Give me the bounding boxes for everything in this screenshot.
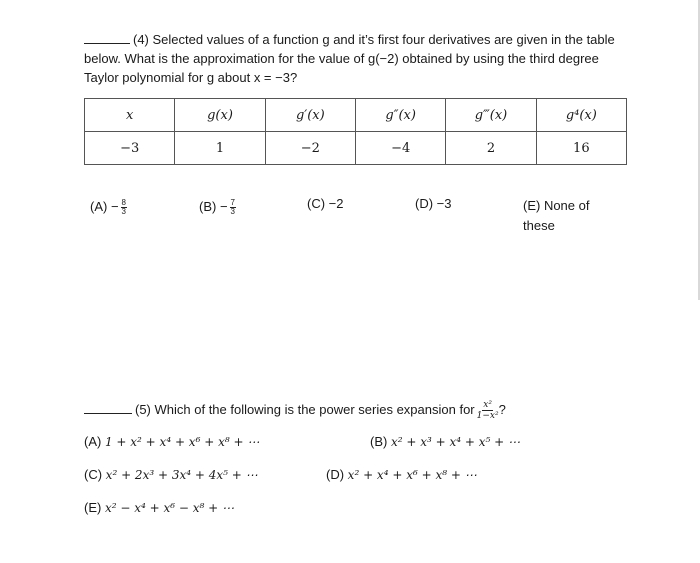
q5-choice-c[interactable] bbox=[84, 467, 258, 482]
fraction-numerator: 7 bbox=[230, 198, 235, 208]
value-g-double-prime: −4 bbox=[355, 132, 445, 165]
fraction-numerator: x² bbox=[483, 400, 492, 410]
header-g-fourth: g⁴(x) bbox=[536, 99, 626, 132]
question-4-text-1: Selected values of a function g and it’s first four derivatives are given in the table bbox=[152, 32, 615, 47]
header-g-prime: g′(x) bbox=[265, 99, 355, 132]
q5-choice-e[interactable] bbox=[84, 500, 234, 515]
fraction-denominator: 3 bbox=[121, 207, 126, 217]
q5-choice-a-label: (A) bbox=[84, 434, 102, 449]
fraction-denominator: 3 bbox=[230, 207, 235, 217]
q5-choice-a[interactable] bbox=[84, 434, 259, 449]
q5-choice-c-label: (C) bbox=[84, 467, 103, 482]
answer-blank-4[interactable] bbox=[84, 42, 130, 44]
header-x: x bbox=[85, 99, 175, 132]
value-g-triple-prime: 2 bbox=[446, 132, 536, 165]
fraction-denominator: 1−x² bbox=[476, 411, 499, 421]
value-x: −3 bbox=[85, 132, 175, 165]
q5-choice-d[interactable] bbox=[326, 467, 477, 482]
answer-blank-5[interactable] bbox=[84, 412, 132, 414]
question-4-number: (4) bbox=[133, 32, 149, 47]
q4-choice-e-line-1: (E) None of bbox=[523, 198, 590, 213]
q4-choice-c[interactable]: (C) −2 bbox=[307, 196, 344, 211]
question-4-line-1 bbox=[84, 30, 624, 49]
table-row bbox=[85, 132, 627, 165]
q5-choice-e-expr: x² − x⁴ + x⁶ − x⁸ + ⋯ bbox=[104, 501, 235, 515]
question-4 bbox=[84, 30, 624, 87]
q4-choice-a[interactable] bbox=[90, 199, 127, 216]
fraction-7-3 bbox=[230, 199, 236, 216]
q4-choice-a-label: (A) − bbox=[90, 199, 119, 214]
question-5-mark: ? bbox=[498, 401, 506, 417]
question-5-number: (5) bbox=[135, 401, 151, 417]
question-4-line-3: Taylor polynomial for g about x = −3? bbox=[84, 70, 298, 85]
value-g-prime: −2 bbox=[265, 132, 355, 165]
q5-choice-b[interactable] bbox=[370, 434, 520, 449]
header-g: g(x) bbox=[175, 99, 265, 132]
q5-choice-b-expr: x² + x³ + x⁴ + x⁵ + ⋯ bbox=[390, 435, 521, 449]
derivative-values-table bbox=[84, 98, 627, 165]
q5-choice-e-label: (E) bbox=[84, 500, 102, 515]
q5-choice-a-expr: 1 + x² + x⁴ + x⁶ + x⁸ + ⋯ bbox=[104, 435, 260, 449]
header-g-double-prime: g″(x) bbox=[355, 99, 445, 132]
fraction-8-3 bbox=[121, 199, 127, 216]
q5-choice-c-expr: x² + 2x³ + 3x⁴ + 4x⁵ + ⋯ bbox=[105, 468, 258, 482]
table-header-row bbox=[85, 99, 627, 132]
fraction-numerator: 8 bbox=[121, 198, 126, 208]
value-g-fourth: 16 bbox=[536, 132, 626, 165]
q5-choice-d-label: (D) bbox=[326, 467, 345, 482]
question-5-text: Which of the following is the power series expansion for bbox=[154, 401, 475, 417]
header-g-triple-prime: g‴(x) bbox=[446, 99, 536, 132]
q5-choice-d-expr: x² + x⁴ + x⁶ + x⁸ + ⋯ bbox=[347, 468, 477, 482]
question-4-line-2: below. What is the approximation for the value of g(−2) obtained by using the third degree bbox=[84, 51, 599, 66]
q4-choice-b[interactable] bbox=[199, 199, 236, 216]
fraction-x2-over-1-minus-x2 bbox=[477, 400, 499, 421]
value-g: 1 bbox=[175, 132, 265, 165]
q4-choice-b-label: (B) − bbox=[199, 199, 228, 214]
q4-choice-d[interactable]: (D) −3 bbox=[415, 196, 452, 211]
question-5 bbox=[84, 400, 506, 421]
q4-choice-e[interactable] bbox=[523, 196, 589, 236]
q5-choice-b-label: (B) bbox=[370, 434, 388, 449]
q4-choice-e-line-2: these bbox=[523, 218, 555, 233]
